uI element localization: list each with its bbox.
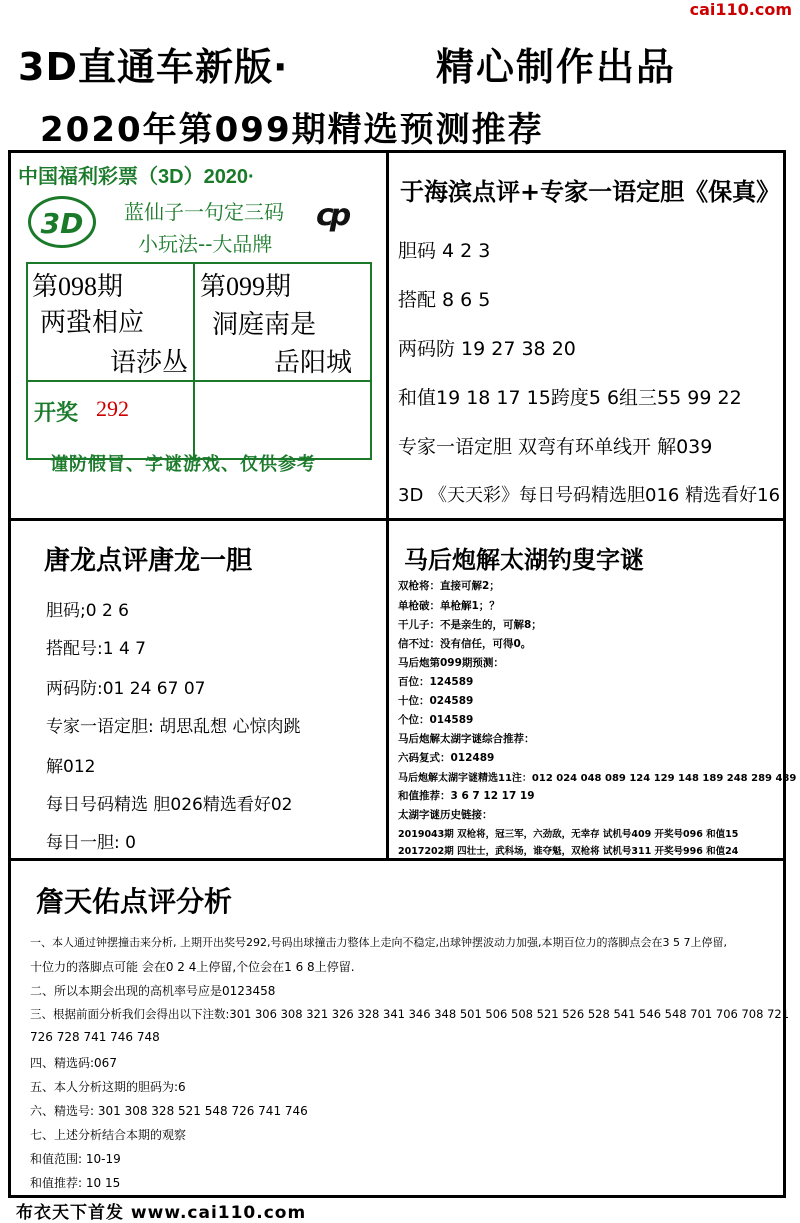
mhp-line-14: 2019043期 双枪将，冠三军，六劲敌，无幸存 试机号409 开奖号096 和值15 [398, 829, 739, 840]
cur-issue-label: 第099期 [200, 272, 292, 301]
mhp-line-5: 马后炮第099期预测： [398, 657, 504, 669]
mhp-line-15: 2017202期 四壮士，武科场，谁夺魁，双枪将 试机号311 开奖号996 和值24 [398, 846, 739, 857]
cp-logo-icon: cp [316, 198, 348, 233]
tang-line-2: 搭配号:1 4 7 [46, 639, 146, 659]
prev-riddle-line-1: 两蛩相应 [40, 308, 145, 337]
ticket-slogan-2: 小玩法--大品牌 [138, 232, 273, 256]
tang-line-7: 每日一胆: 0 [46, 833, 136, 853]
prev-issue-label: 第098期 [32, 272, 124, 301]
ticket-disclaimer: 谨防假冒、字谜游戏、仅供参考 [50, 454, 316, 475]
zhan-line-3: 二、所以本期会出现的高机率号应是0123458 [30, 984, 276, 998]
mhp-line-8: 个位：014589 [398, 714, 474, 726]
tang-line-4: 专家一语定胆: 胡思乱想 心惊肉跳 [46, 717, 301, 737]
section-title-zhan: 詹天佑点评分析 [36, 885, 233, 918]
zhan-line-7: 五、本人分析这期的胆码为:6 [30, 1080, 186, 1094]
yu-line-6: 3D 《天天彩》每日号码精选胆016 精选看好16 [398, 485, 781, 506]
mhp-line-11: 马后炮解太湖字谜精选11注：012 024 048 089 124 129 148 189 248 289 489 [398, 773, 797, 784]
zhan-line-8: 六、精选号: 301 308 328 521 548 726 741 746 [30, 1104, 308, 1118]
divider-upper-horizontal [8, 518, 786, 521]
zhan-line-2: 十位力的落脚点可能 会在0 2 4上停留,个位会在1 6 8上停留. [30, 960, 355, 974]
prev-riddle-line-2: 语莎丛 [110, 348, 189, 377]
mhp-line-13: 太湖字谜历史链接： [398, 809, 493, 821]
mhp-line-1: 双枪将：直接可解2； [398, 580, 500, 592]
tang-line-3: 两码防:01 24 67 07 [46, 679, 206, 699]
cur-riddle-line-1: 洞庭南是 [212, 310, 317, 339]
yu-line-4: 和值19 18 17 15跨度5 6组三55 99 22 [398, 387, 742, 409]
footer-source: 布衣天下首发 www.cai110.com [16, 1203, 307, 1223]
divider-top-vertical [386, 150, 389, 520]
3d-logo-icon: 3D [28, 196, 96, 248]
divider-mid-vertical [386, 518, 389, 860]
yu-line-5: 专家一语定胆 双弯有环单线开 解039 [398, 436, 713, 458]
mhp-line-7: 十位：024589 [398, 695, 474, 707]
section-title-tang: 唐龙点评唐龙一胆 [44, 546, 253, 576]
zhan-line-9: 七、上述分析结合本期的观察 [30, 1128, 187, 1142]
draw-number: 292 [96, 396, 129, 421]
mhp-line-6: 百位：124589 [398, 676, 474, 688]
mhp-line-10: 六码复式：012489 [398, 752, 495, 764]
tang-line-6: 每日号码精选 胆026精选看好02 [46, 795, 293, 815]
zhan-line-1: 一、本人通过钟摆撞击来分析, 上期开出奖号292,号码出球撞击力整体上走向不稳定,出球钟摆波动力加强,本期百位力的落脚点会在3 5 7上停留, [30, 936, 727, 949]
mhp-line-3: 干儿子：不是亲生的，可解8； [398, 619, 542, 631]
draw-label: 开奖 [34, 400, 79, 425]
section-title-yu: 于海滨点评+专家一语定胆《保真》 [400, 178, 781, 206]
zhan-line-10: 和值范围: 10-19 [30, 1152, 121, 1166]
site-logo: cai110.com [689, 0, 792, 19]
mhp-line-2: 单枪破：单枪解1；？ [398, 600, 500, 612]
mhp-line-4: 信不过：没有信任，可得0。 [398, 638, 532, 650]
section-title-mahoupao: 马后炮解太湖钓叟字谜 [404, 546, 644, 574]
zhan-line-6: 四、精选码:067 [30, 1056, 117, 1070]
yu-line-1: 胆码 4 2 3 [398, 240, 491, 262]
riddle-grid-horizontal [26, 380, 372, 382]
zhan-line-4: 三、根据前面分析我们会得出以下注数:301 306 308 321 326 328 341 346 348 501 506 508 521 526 528 541 546 548 701 706 708 721 [30, 1007, 790, 1021]
ticket-slogan-1: 蓝仙子一句定三码 [124, 200, 284, 224]
page-title-right: 精心制作出品 [436, 45, 677, 89]
riddle-grid-vertical [193, 262, 195, 460]
zhan-line-11: 和值推荐: 10 15 [30, 1176, 121, 1190]
page-subtitle: 2020年第099期精选预测推荐 [40, 110, 544, 150]
page-title-left: 3D直通车新版· [18, 45, 289, 89]
zhan-line-5: 726 728 741 746 748 [30, 1030, 160, 1044]
tang-line-5: 解012 [46, 757, 96, 777]
divider-lower-horizontal [8, 858, 786, 861]
mhp-line-12: 和值推荐：3 6 7 12 17 19 [398, 790, 535, 802]
yu-line-3: 两码防 19 27 38 20 [398, 338, 576, 360]
tang-line-1: 胆码;0 2 6 [46, 601, 129, 621]
ticket-header: 中国福利彩票（3D）2020· [18, 166, 255, 188]
yu-line-2: 搭配 8 6 5 [398, 289, 491, 311]
cur-riddle-line-2: 岳阳城 [274, 348, 353, 377]
mhp-line-9: 马后炮解太湖字谜综合推荐： [398, 733, 535, 745]
